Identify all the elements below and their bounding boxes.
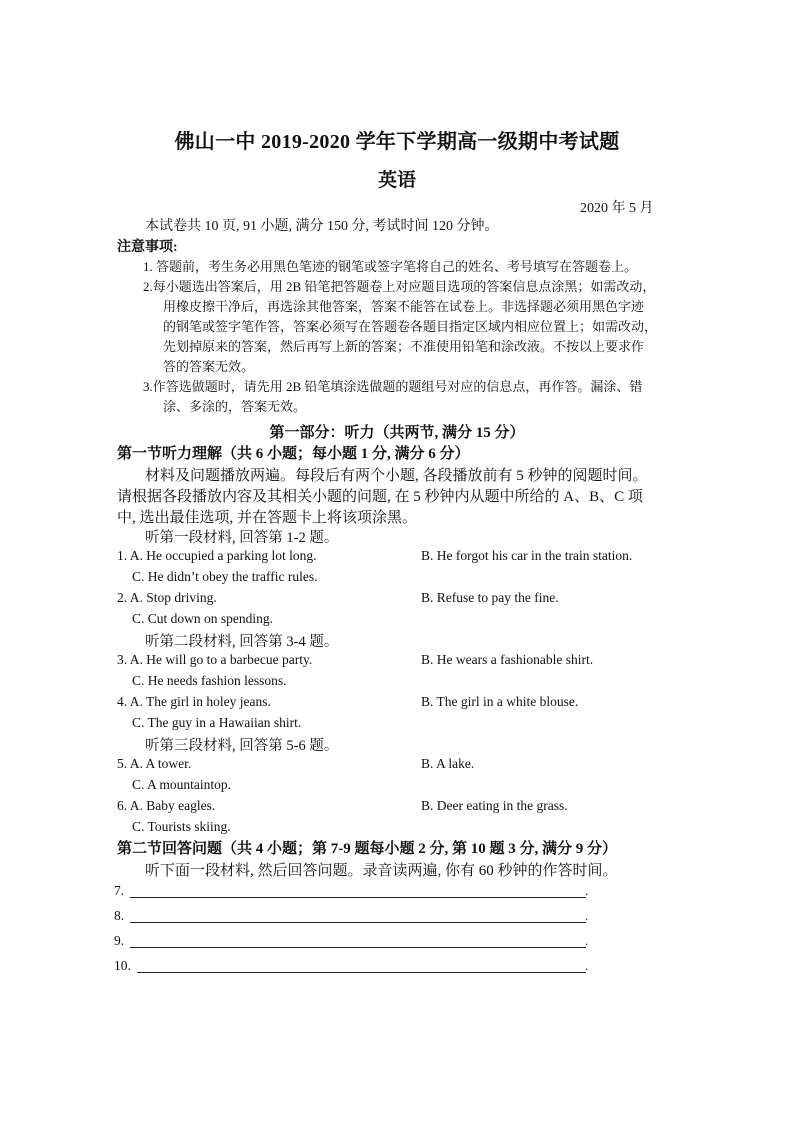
question-2-option-c: C. Cut down on spending. — [132, 611, 274, 626]
note-line: 的钢笔或签字笔作答，答案必须写在答题卷各题目指定区域内相应位置上；如需改动， — [163, 319, 658, 334]
group-label: 听第二段材料, 回答第 3-4 题。 — [145, 634, 339, 650]
line-end: . — [585, 883, 589, 898]
question-1-option-a: 1. A. He occupied a parking lot long. — [117, 548, 317, 563]
question-4-option-a: 4. A. The girl in holey jeans. — [117, 694, 271, 709]
section2-instruction: 听下面一段材料, 然后回答问题。录音读两遍, 你有 60 秒钟的作答时间。 — [145, 863, 618, 879]
question-1-option-c: C. He didn’t obey the traffic rules. — [132, 569, 318, 584]
question-4-option-c: C. The guy in a Hawaiian shirt. — [132, 715, 302, 730]
line-end: . — [585, 958, 589, 973]
answer-line-9[interactable] — [130, 947, 586, 948]
question-3-option-b: B. He wears a fashionable shirt. — [421, 652, 594, 667]
question-5-option-c: C. A mountaintop. — [132, 777, 232, 792]
exam-title: 佛山一中 2019-2020 学年下学期高一级期中考试题 — [174, 131, 620, 153]
question-5-option-b: B. A lake. — [421, 756, 475, 771]
question-5-option-a: 5. A. A tower. — [117, 756, 192, 771]
line-end: . — [585, 933, 589, 948]
group-label: 听第三段材料, 回答第 5-6 题。 — [145, 738, 339, 754]
question-2-option-a: 2. A. Stop driving. — [117, 590, 217, 605]
blank-number: 10. — [114, 958, 131, 973]
group-label: 听第一段材料, 回答第 1-2 题。 — [145, 530, 339, 546]
note-line: 答的答案无效。 — [163, 359, 255, 374]
question-3-option-a: 3. A. He will go to a barbecue party. — [117, 652, 313, 667]
notes-heading: 注意事项: — [117, 240, 178, 255]
note-line: 涂、多涂的，答案无效。 — [163, 399, 307, 414]
note-line: 3.作答选做题时，请先用 2B 铅笔填涂选做题的题组号对应的信息点，再作答。漏涂、错 — [143, 379, 643, 394]
note-line: 先划掉原来的答案，然后再写上新的答案；不准使用铅笔和涂改液。不按以上要求作 — [163, 339, 645, 354]
section2-heading: 第二节回答问题（共 4 小题；第 7-9 题每小题 2 分, 第 10 题 3 分, 满分 9 分） — [117, 841, 617, 857]
note-line: 2.每小题选出答案后，用 2B 铅笔把答题卷上对应题目选项的答案信息点涂黑；如需改动， — [143, 279, 656, 294]
section1-instruction: 请根据各段播放内容及其相关小题的问题, 在 5 秒钟内从题中所给的 A、B、C 项 — [117, 489, 643, 505]
blank-number: 7. — [114, 883, 125, 898]
question-2-option-b: B. Refuse to pay the fine. — [421, 590, 559, 605]
section1-instruction: 中, 选出最佳选项, 并在答题卡上将该项涂黑。 — [117, 510, 418, 526]
question-1-option-b: B. He forgot his car in the train station. — [421, 548, 633, 563]
line-end: . — [585, 908, 589, 923]
question-6-option-b: B. Deer eating in the grass. — [421, 798, 568, 813]
part1-heading: 第一部分：听力（共两节, 满分 15 分） — [269, 425, 525, 441]
answer-line-7[interactable] — [130, 897, 586, 898]
answer-line-10[interactable] — [137, 972, 586, 973]
question-6-option-c: C. Tourists skiing. — [132, 819, 231, 834]
section1-heading: 第一节听力理解（共 6 小题；每小题 1 分, 满分 6 分） — [117, 446, 470, 462]
question-4-option-b: B. The girl in a white blouse. — [421, 694, 579, 709]
question-3-option-c: C. He needs fashion lessons. — [132, 673, 287, 688]
question-6-option-a: 6. A. Baby eagles. — [117, 798, 216, 813]
note-line: 1. 答题前，考生务必用黑色笔迹的钢笔或签字笔将自己的姓名、考号填写在答题卷上。 — [143, 259, 638, 274]
note-line: 用橡皮擦干净后，再选涂其他答案，答案不能答在试卷上。非选择题必须用黑色字迹 — [163, 299, 645, 314]
blank-number: 8. — [114, 908, 125, 923]
answer-line-8[interactable] — [130, 922, 586, 923]
blank-number: 9. — [114, 933, 125, 948]
exam-subject: 英语 — [377, 170, 416, 191]
exam-intro: 本试卷共 10 页, 91 小题, 满分 150 分, 考试时间 120 分钟。 — [145, 219, 499, 234]
section1-instruction: 材料及问题播放两遍。每段后有两个小题, 各段播放前有 5 秒钟的阅题时间。 — [145, 468, 648, 484]
exam-date: 2020 年 5 月 — [580, 201, 654, 216]
